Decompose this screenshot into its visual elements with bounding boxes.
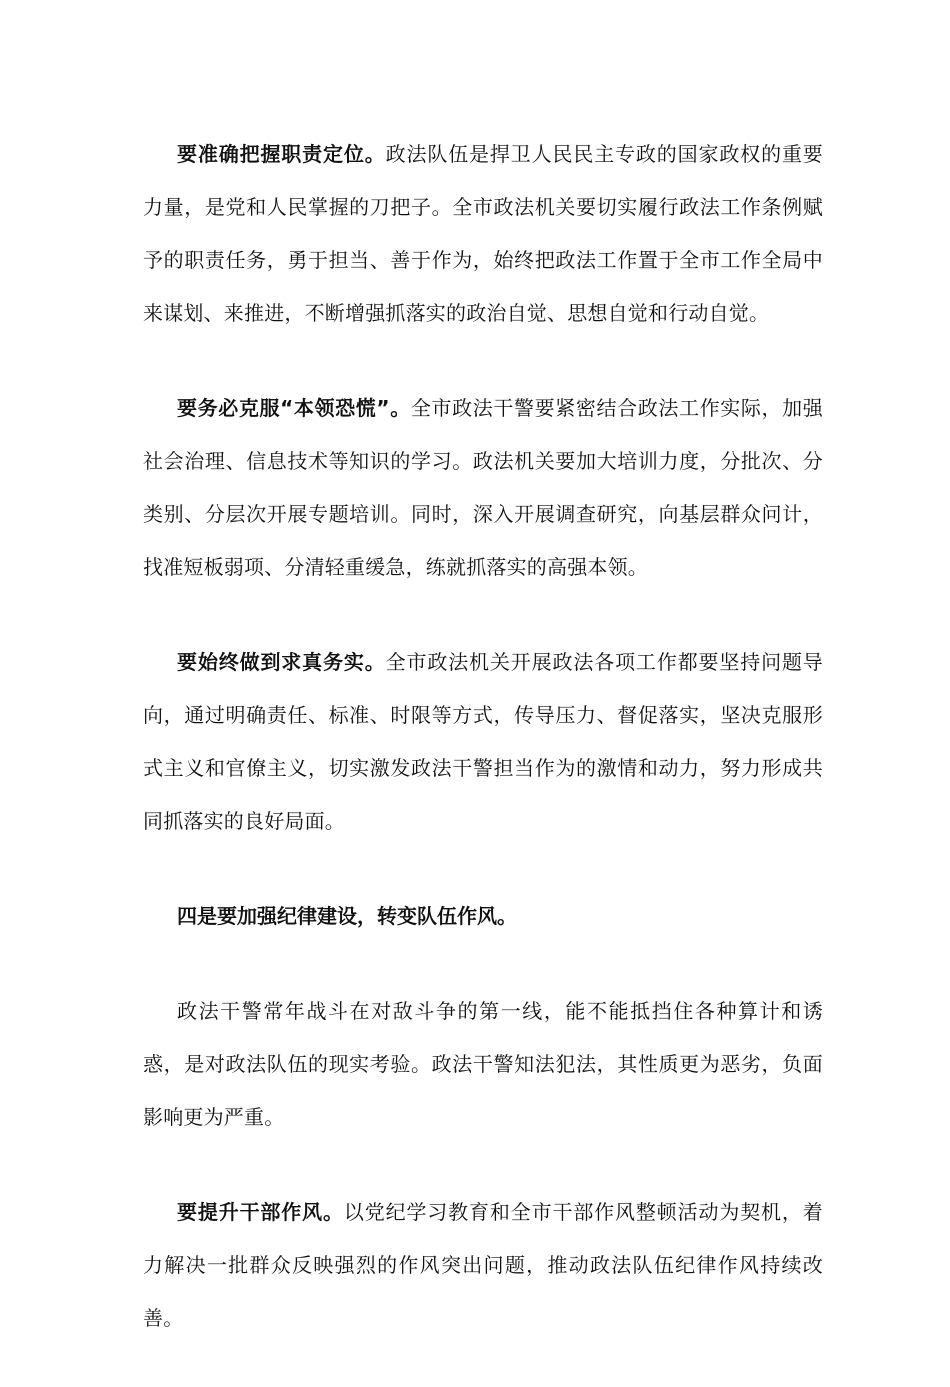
paragraph-body: 政法队伍是捍卫人民民主专政的国家政权的重要力量，是党和人民掌握的刀把子。全市政法机关要切实履行政法工作条例赋予的职责任务，勇于担当、善于作为，始终把政法工作置于全市工作全局中来谋划、来推进，不断增强抓落实的政治自觉、思想自觉和行动自觉。	[143, 142, 824, 325]
paragraph-body: 以党纪学习教育和全市干部作风整顿活动为契机，着力解决一批群众反映强烈的作风突出问题，推动政法队伍纪律作风持续改善。	[143, 1200, 823, 1330]
paragraph-lead: 要务必克服“本领恐慌”。	[177, 396, 411, 420]
paragraph-body: 全市政法干警要紧密结合政法工作实际，加强社会治理、信息技术等知识的学习。政法机关要加大培训力度，分批次、分类别、分层次开展专题培训。同时，深入开展调查研究，向基层群众问计，找准短板弱项、分清轻重缓急，练就抓落实的高强本领。	[143, 396, 823, 579]
paragraph-lead: 要准确把握职责定位。	[177, 142, 386, 166]
paragraph-lead: 要提升干部作风。	[177, 1200, 344, 1224]
section-heading: 四是要加强纪律建设，转变队伍作风。	[177, 904, 517, 928]
paragraph-lead: 要始终做到求真务实。	[177, 650, 386, 674]
paragraph-pragmatism	[143, 636, 823, 848]
paragraph-responsibility	[143, 128, 823, 340]
paragraph-body: 全市政法机关开展政法各项工作都要坚持问题导向，通过明确责任、标准、时限等方式，传导压力、督促落实，坚决克服形式主义和官僚主义，切实激发政法干警担当作为的激情和动力，努力形成共同抓落实的良好局面。	[143, 650, 824, 833]
document-page	[143, 128, 823, 1387]
section-intro-paragraph: 政法干警常年战斗在对敌斗争的第一线，能不能抵挡住各种算计和诱惑，是对政法队伍的现实考验。政法干警知法犯法，其性质更为恶劣，负面影响更为严重。	[143, 999, 823, 1129]
paragraph-capability	[143, 382, 823, 594]
paragraph-work-style	[143, 1186, 823, 1345]
